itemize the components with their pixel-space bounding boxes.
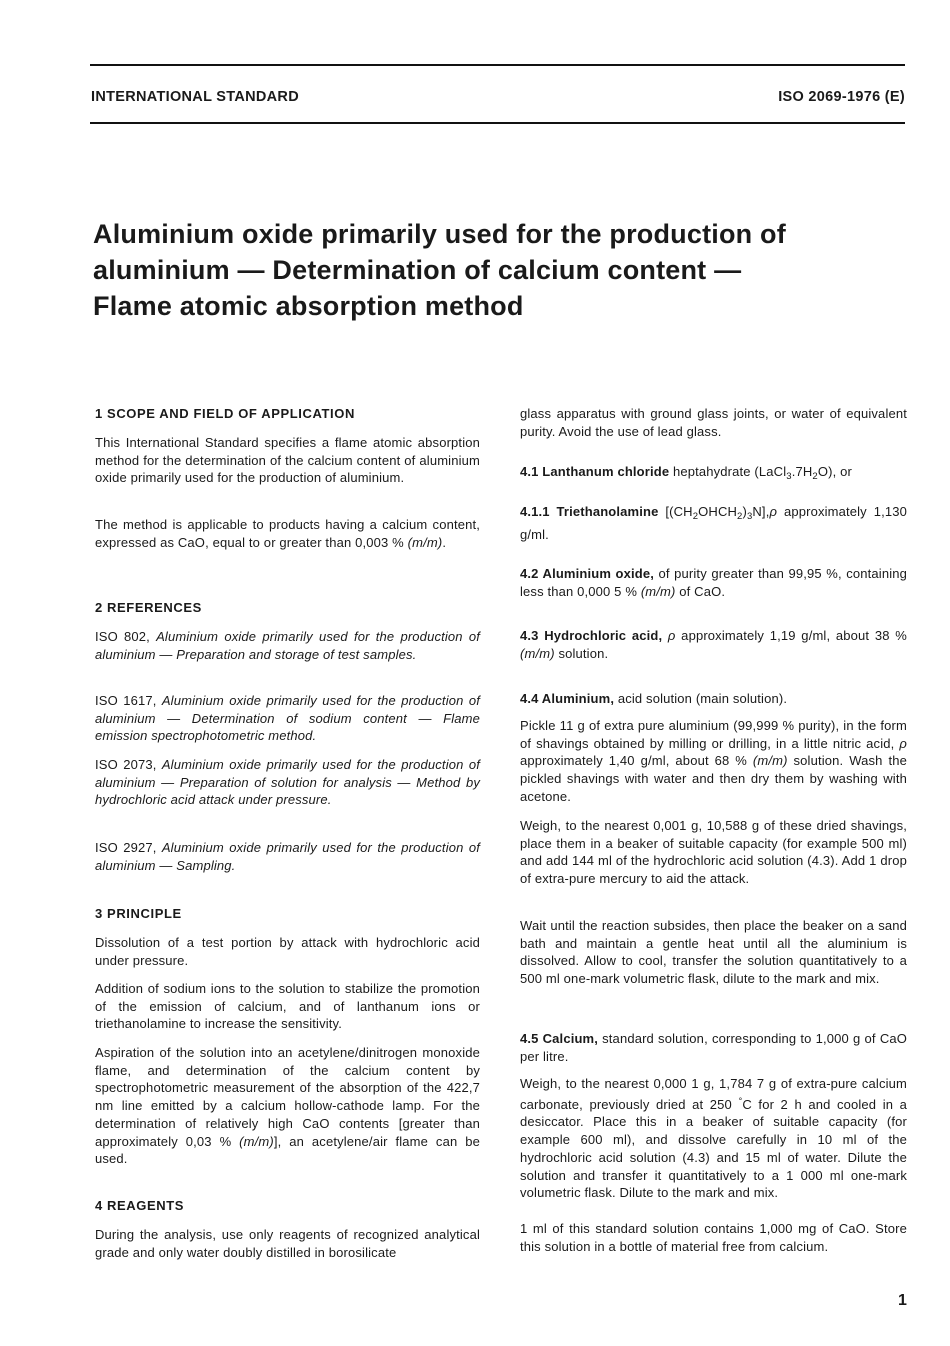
section-heading [95, 1197, 480, 1215]
text-run: approximately 1,40 g/ml, about 68 % [520, 753, 753, 769]
text-run: solution. [554, 645, 609, 661]
text-run: ISO 1617, [95, 693, 162, 708]
text-run: ], an acetylene/air flame can be used. [95, 1133, 480, 1167]
document-type: INTERNATIONAL STANDARD [91, 89, 299, 105]
section-heading [95, 599, 480, 617]
paragraph [520, 627, 907, 662]
text-run: Aluminium oxide primarily used for the production of aluminium — Preparation of solution for analysis — Method by hydrochloric acid attack under pressure. [95, 757, 480, 808]
paragraph [95, 516, 480, 551]
paragraph [520, 690, 907, 708]
text-run: 2 REFERENCES [95, 600, 202, 615]
text-run: Aluminium oxide primarily used for the production of aluminium — Determination of sodium content — Flame emission spectrophotometric method. [95, 693, 480, 744]
text-run: ° [738, 1095, 743, 1107]
paragraph [520, 817, 907, 888]
text-run: of CaO. [675, 583, 726, 599]
paragraph [520, 917, 907, 988]
title-line: Aluminium oxide primarily used for the production of [93, 219, 786, 249]
paragraph [520, 503, 907, 543]
text-run: Weigh, to the nearest 0,000 1 g, 1,784 7 g of extra-pure calcium carbonate, previously dried at 250 [520, 1076, 907, 1112]
text-run: standard solution, corresponding to 1,000 g of CaO per litre. [520, 1031, 907, 1064]
text-run: (m/m) [640, 583, 676, 599]
paragraph [95, 628, 480, 663]
text-run: heptahydrate (LaCl [669, 464, 787, 479]
text-run: The method is applicable to products having a calcium content, expressed as CaO, equal to or greater than 0,003 % [95, 517, 480, 550]
text-run: 4 REAGENTS [95, 1198, 185, 1213]
text-run: (m/m) [239, 1133, 274, 1149]
text-run: .7H [791, 464, 813, 479]
text-run: approximately 1,19 g/ml, about 38 % [675, 628, 907, 643]
text-run: O), or [817, 464, 852, 479]
text-run: N], [752, 504, 770, 519]
paragraph [520, 1220, 907, 1255]
section-heading [95, 905, 480, 923]
text-run: 4.4 Aluminium, [520, 691, 615, 706]
paragraph [520, 565, 907, 600]
text-run: ISO 802, [95, 629, 157, 644]
paragraph [95, 934, 480, 969]
paragraph [520, 1075, 907, 1202]
text-run: ρ [899, 735, 907, 751]
text-run: OHCH [698, 504, 738, 519]
text-run: Dissolution of a test portion by attack with hydrochloric acid under pressure. [95, 935, 480, 968]
text-run: 3 PRINCIPLE [95, 906, 182, 921]
text-run: glass apparatus with ground glass joints, or water of equivalent purity. Avoid the use of lead glass. [520, 406, 907, 439]
header-rule [90, 122, 905, 124]
text-run: 1 ml of this standard solution contains 1,000 mg of CaO. Store this solution in a bottle of material free from calcium. [520, 1221, 907, 1254]
text-run: 2 [692, 511, 699, 522]
text-run: 4.3 Hydrochloric acid, [520, 628, 663, 643]
text-run: (m/m) [407, 534, 443, 550]
text-run: acid solution (main solution). [614, 691, 788, 706]
title-line: aluminium — Determination of calcium content — [93, 255, 742, 285]
text-run: 2 [737, 511, 743, 522]
text-run: This International Standard specifies a flame atomic absorption method for the determination of the calcium content of aluminium oxide primarily used for the production of aluminium. [95, 435, 480, 486]
text-run: Aluminium oxide primarily used for the production of aluminium — Preparation and storage of test samples. [95, 629, 480, 662]
text-run: [(CH [658, 504, 693, 519]
text-run: (m/m) [520, 645, 555, 661]
text-run: Wait until the reaction subsides, then place the beaker on a sand bath and maintain a gentle heat until all the aluminium is dissolved. Allow to cool, transfer the solution quantitatively to a 500 ml one-mark volumetric flask, dilute to the mark and mix. [520, 918, 907, 987]
text-run: C for 2 h and cooled in a desiccator. Place this in a beaker of suitable capacity (for example 600 ml), and dissolve carefully in 10 ml of the hydrochloric acid solution (4.3) and 15 ml of water. Dilute the solution and transfer it quantitatively to a 1 000 ml one-mark volumetric flask. Dilute to the mark and mix. [520, 1096, 907, 1201]
text-run: 3 [786, 471, 792, 482]
paragraph [95, 1044, 480, 1168]
paragraph [95, 692, 480, 745]
paragraph [520, 405, 907, 440]
text-run: Aspiration of the solution into an acetylene/dinitrogen monoxide flame, and determination of the calcium content by spectrophotometric measurement of the absorption of the 422,7 nm line emitted by a calcium hollow-cathode lamp. For the determination of relatively high CaO contents [greater than approximately 0,03 % [95, 1045, 480, 1149]
paragraph [520, 1030, 907, 1065]
text-run: (m/m) [752, 753, 788, 769]
top-rule [90, 64, 905, 66]
text-run: ) [742, 504, 747, 519]
text-run: . [442, 534, 447, 550]
text-run: ISO 2927, [95, 840, 162, 855]
paragraph [520, 717, 907, 806]
text-run: ρ [667, 628, 676, 643]
text-run: 4.1 Lanthanum chloride [520, 464, 670, 479]
text-run: ρ [769, 504, 778, 519]
paragraph [95, 839, 480, 874]
text-run: 4.2 Aluminium oxide, [520, 566, 655, 581]
text-run: Weigh, to the nearest 0,001 g, 10,588 g of these dried shavings, place them in a beaker of suitable capacity (for example 500 ml) and add 144 ml of the hydrochloric acid solution (4.3). Add 1 drop of extra-pure mercury to aid the attack. [520, 818, 907, 887]
section-heading [95, 405, 480, 423]
text-run: During the analysis, use only reagents of recognized analytical grade and only water doubly distilled in borosilicate [95, 1227, 480, 1260]
text-run: 4.1.1 Triethanolamine [520, 504, 659, 519]
text-run: ISO 2073, [95, 757, 162, 772]
text-run: 1 SCOPE AND FIELD OF APPLICATION [95, 406, 355, 421]
text-run: approximately 1,130 g/ml. [520, 504, 907, 542]
paragraph [95, 756, 480, 809]
document-title [93, 216, 893, 324]
text-run: 3 [746, 511, 753, 522]
paragraph [95, 1226, 480, 1261]
text-run: of purity greater than 99,95 %, containing less than 0,000 5 % [520, 566, 907, 599]
text-run: Pickle 11 g of extra pure aluminium (99,999 % purity), in the form of shavings obtained by milling or drilling, in a little nitric acid, [520, 718, 907, 751]
text-run: Aluminium oxide primarily used for the production of aluminium — Sampling. [95, 840, 480, 873]
text-run: solution. Wash the pickled shavings with water and then dry them by washing with acetone. [520, 753, 907, 804]
text-run: 4.5 Calcium, [520, 1031, 599, 1046]
title-line: Flame atomic absorption method [93, 291, 524, 321]
paragraph [95, 980, 480, 1033]
paragraph [520, 463, 907, 486]
text-run: Addition of sodium ions to the solution to stabilize the promotion of the emission of calcium, and of lanthanum ions or triethanolamine to increase the sensitivity. [95, 981, 480, 1032]
page-number: 1 [898, 1292, 907, 1309]
paragraph [95, 434, 480, 487]
text-run: 2 [812, 471, 818, 482]
standard-number: ISO 2069-1976 (E) [778, 89, 905, 105]
